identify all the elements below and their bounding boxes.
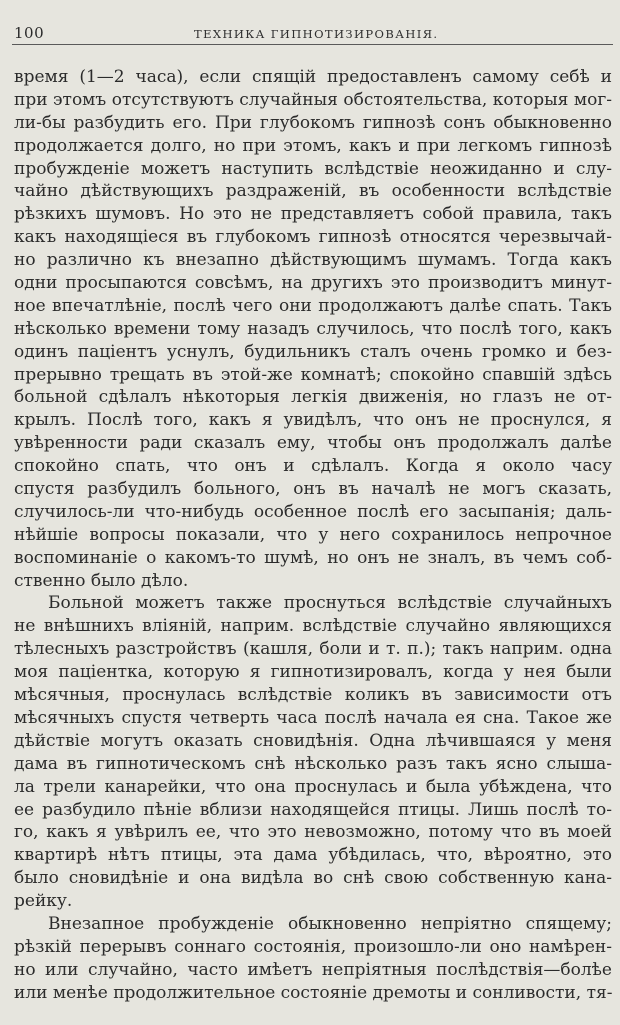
text-line: тѣлесныхъ разстройствъ (кашля, боли и т. п.); такъ наприм. одна <box>14 639 612 660</box>
text-line: дѣйствіе могутъ оказать сновидѣнія. Одна лѣчившаяся у меня <box>14 730 612 751</box>
text-line: не внѣшнихъ вліяній, наприм. вслѣдствіе случайно являющихся <box>14 616 612 637</box>
text-line: было сновидѣніе и она видѣла во снѣ свою собственную кана- <box>14 868 612 889</box>
text-line: спустя разбудилъ больного, онъ въ началѣ не могъ сказать, <box>14 479 612 500</box>
text-line: дама въ гипнотическомъ снѣ нѣсколько разъ такъ ясно слыша- <box>14 753 612 774</box>
text-line: квартирѣ нѣтъ птицы, эта дама убѣдилась, что, вѣроятно, это <box>14 845 612 866</box>
text-line: ное впечатлѣніе, послѣ чего они продолжаютъ далѣе спать. Такъ <box>14 295 612 316</box>
text-line: чайно дѣйствующихъ раздраженій, въ особенности вслѣдствіе <box>14 181 612 202</box>
header-rule <box>12 44 613 45</box>
text-line: спокойно спать, что онъ и сдѣлалъ. Когда я около часу <box>14 456 612 477</box>
text-line: какъ находящіеся въ глубокомъ гипнозѣ относятся черезвычай- <box>14 227 612 248</box>
page-number: 100 <box>14 24 45 42</box>
text-line: время (1—2 часа), если спящій предоставленъ самому себѣ и <box>14 67 612 87</box>
text-line: прерывно трещать въ этой-же комнатѣ; спокойно спавшій здѣсь <box>14 364 612 385</box>
text-line: ее разбудило пѣніе вблизи находящейся птицы. Лишь послѣ то- <box>14 799 612 820</box>
body-text <box>14 66 612 1005</box>
text-line: го, какъ я увѣрилъ ее, что это невозможно, потому что въ моей <box>14 822 612 843</box>
text-line: продолжается долго, но при этомъ, какъ и при легкомъ гипнозѣ <box>14 135 612 156</box>
text-line: пробужденіе можетъ наступить вслѣдствіе неожиданно и слу- <box>14 158 612 179</box>
text-line: ла трели канарейки, что она проснулась и была убѣждена, что <box>14 776 612 797</box>
text-line: при этомъ отсутствуютъ случайныя обстоятельства, которыя мог- <box>14 89 612 110</box>
text-line: Больной можетъ также проснуться вслѣдствіе случайныхъ <box>48 593 612 614</box>
text-line: мѣсячныхъ спустя четверть часа послѣ начала ея сна. Такое же <box>14 707 612 728</box>
text-line: больной сдѣлалъ нѣкоторыя легкія движенія, но глазъ не от- <box>14 387 612 408</box>
text-line: моя паціентка, которую я гипнотизировалъ, когда у нея были <box>14 662 612 683</box>
text-line: но или случайно, часто имѣетъ непріятныя послѣдствія—болѣе <box>14 959 612 980</box>
text-line: или менѣе продолжительное состояніе дремоты и сонливости, тя- <box>14 982 612 1003</box>
text-line: одинъ паціентъ уснулъ, будильникъ сталъ очень громко и без- <box>14 341 612 362</box>
text-line: одни просыпаются совсѣмъ, на другихъ это производитъ минут- <box>14 273 612 294</box>
text-line: увѣренности ради сказалъ ему, чтобы онъ продолжалъ далѣе <box>14 433 612 454</box>
text-line: воспоминаніе о какомъ-то шумѣ, но онъ не зналъ, въ чемъ соб- <box>14 547 612 568</box>
text-line: но различно къ внезапно дѣйствующимъ шумамъ. Тогда какъ <box>14 250 612 271</box>
text-line: крылъ. Послѣ того, какъ я увидѣлъ, что онъ не проснулся, я <box>14 410 612 431</box>
text-line: нѣсколько времени тому назадъ случилось, что послѣ того, какъ <box>14 318 612 339</box>
text-line: рѣзкихъ шумовъ. Но это не представляетъ собой правила, такъ <box>14 204 612 225</box>
text-line: нѣйшіе вопросы показали, что у него сохранилось непрочное <box>14 524 612 545</box>
running-title: ТЕХНИКА ГИПНОТИЗИРОВАНІЯ. <box>194 27 439 41</box>
text-line: ли-бы разбудить его. При глубокомъ гипнозѣ сонъ обыкновенно <box>14 112 612 133</box>
text-line: ственно было дѣло. <box>14 570 189 591</box>
text-line: рейку. <box>14 891 73 912</box>
text-line: случилось-ли что-нибудь особенное послѣ его засыпанія; даль- <box>14 501 612 522</box>
text-line: рѣзкій перерывъ соннаго состоянія, произошло-ли оно намѣрен- <box>14 936 612 957</box>
text-line: мѣсячныя, проснулась вслѣдствіе коликъ въ зависимости отъ <box>14 685 612 706</box>
text-line: Внезапное пробужденіе обыкновенно непріятно спящему; <box>48 913 612 934</box>
